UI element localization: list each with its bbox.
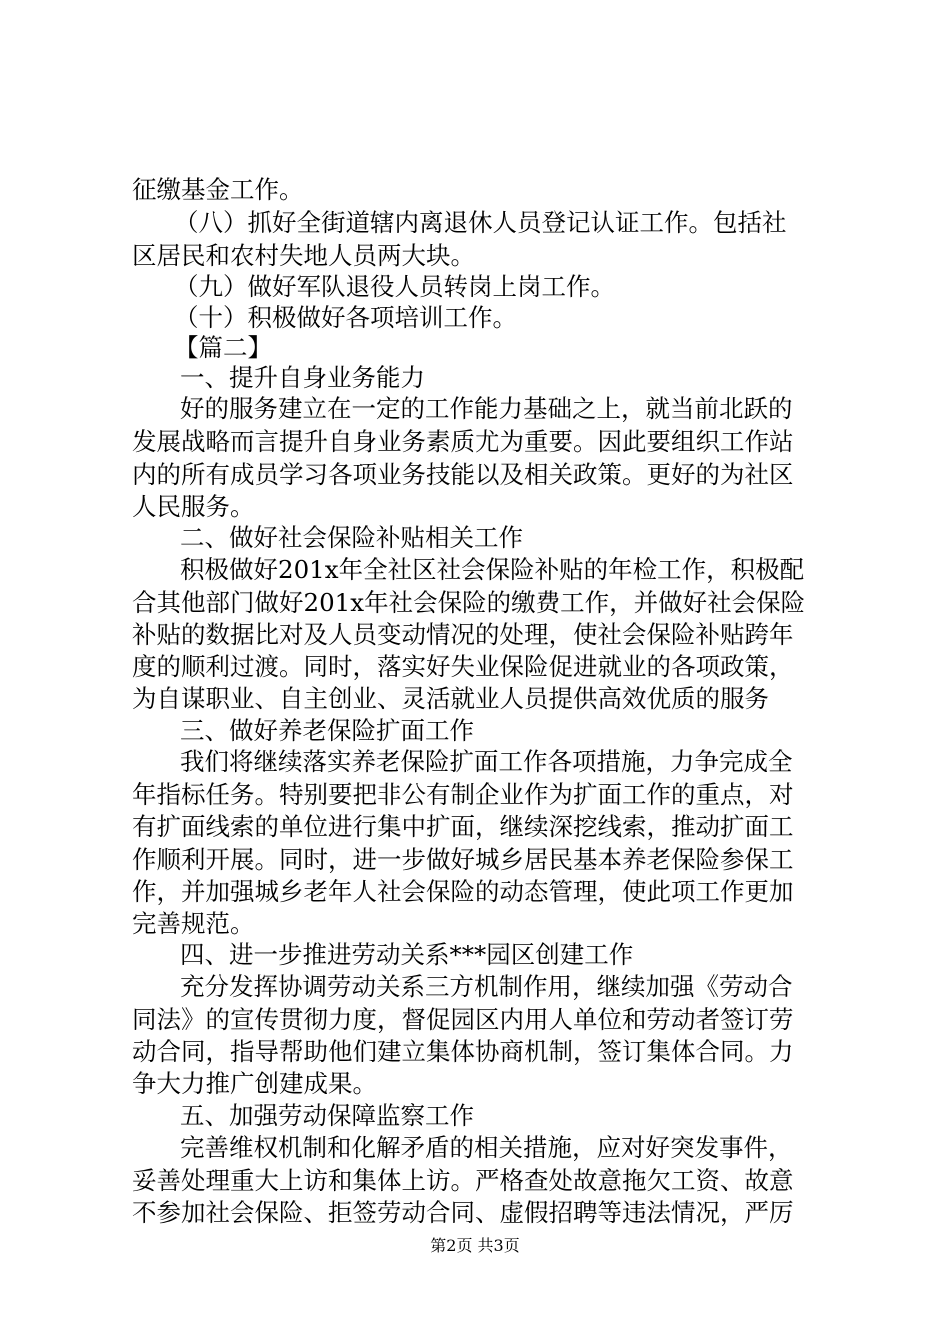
text-line: 发展战略而言提升自身业务素质尤为重要。因此要组织工作站	[132, 427, 794, 456]
text-line: 我们将继续落实养老保险扩面工作各项措施，力争完成全	[180, 747, 793, 776]
text-line: 区居民和农村失地人员两大块。	[132, 241, 475, 270]
text-line: 为自谋职业、自主创业、灵活就业人员提供高效优质的服务	[132, 684, 769, 713]
section-heading: 二、做好社会保险补贴相关工作	[180, 523, 523, 552]
text-line: 内的所有成员学习各项业务技能以及相关政策。更好的为社区	[132, 460, 794, 489]
text-line: 度的顺利过渡。同时，落实好失业保险促进就业的各项政策，	[132, 652, 794, 681]
text-line: 不参加社会保险、拒签劳动合同、虚假招聘等违法情况，严厉	[132, 1198, 794, 1227]
text-line: （八）抓好全街道辖内离退休人员登记认证工作。包括社	[174, 208, 787, 237]
text-line: （十）积极做好各项培训工作。	[174, 303, 517, 332]
text-line: 合其他部门做好201x年社会保险的缴费工作，并做好社会保险	[132, 588, 806, 617]
text-line: 年指标任务。特别要把非公有制企业作为扩面工作的重点，对	[132, 780, 794, 809]
text-line: （九）做好军队退役人员转岗上岗工作。	[174, 272, 615, 301]
text-line: 完善维权机制和化解矛盾的相关措施，应对好突发事件，	[180, 1133, 793, 1162]
text-line: 好的服务建立在一定的工作能力基础之上，就当前北跃的	[180, 394, 793, 423]
text-line: 充分发挥协调劳动关系三方机制作用，继续加强《劳动合	[180, 972, 793, 1001]
section-heading: 三、做好养老保险扩面工作	[180, 716, 474, 745]
text-line: 人民服务。	[132, 492, 255, 521]
text-line: 同法》的宣传贯彻力度，督促园区内用人单位和劳动者签订劳	[132, 1005, 794, 1034]
section-heading: 五、加强劳动保障监察工作	[180, 1101, 474, 1130]
section-heading: 四、进一步推进劳动关系***园区创建工作	[180, 940, 634, 969]
section-heading: 【篇二】	[174, 333, 272, 362]
text-line: 妥善处理重大上访和集体上访。严格查处故意拖欠工资、故意	[132, 1166, 794, 1195]
text-line: 争大力推广创建成果。	[132, 1069, 377, 1098]
text-line: 有扩面线索的单位进行集中扩面，继续深挖线索，推动扩面工	[132, 812, 794, 841]
text-line: 作顺利开展。同时，进一步做好城乡居民基本养老保险参保工	[132, 845, 794, 874]
text-line: 完善规范。	[132, 909, 255, 938]
text-line: 补贴的数据比对及人员变动情况的处理，使社会保险补贴跨年	[132, 620, 794, 649]
text-line: 作，并加强城乡老年人社会保险的动态管理，使此项工作更加	[132, 877, 794, 906]
text-line: 征缴基金工作。	[132, 175, 304, 204]
section-heading: 一、提升自身业务能力	[180, 363, 425, 392]
text-line: 积极做好201x年全社区社会保险补贴的年检工作，积极配	[180, 555, 805, 584]
page-number-footer: 第2页 共3页	[430, 1236, 520, 1255]
text-line: 动合同，指导帮助他们建立集体协商机制，签订集体合同。力	[132, 1037, 794, 1066]
